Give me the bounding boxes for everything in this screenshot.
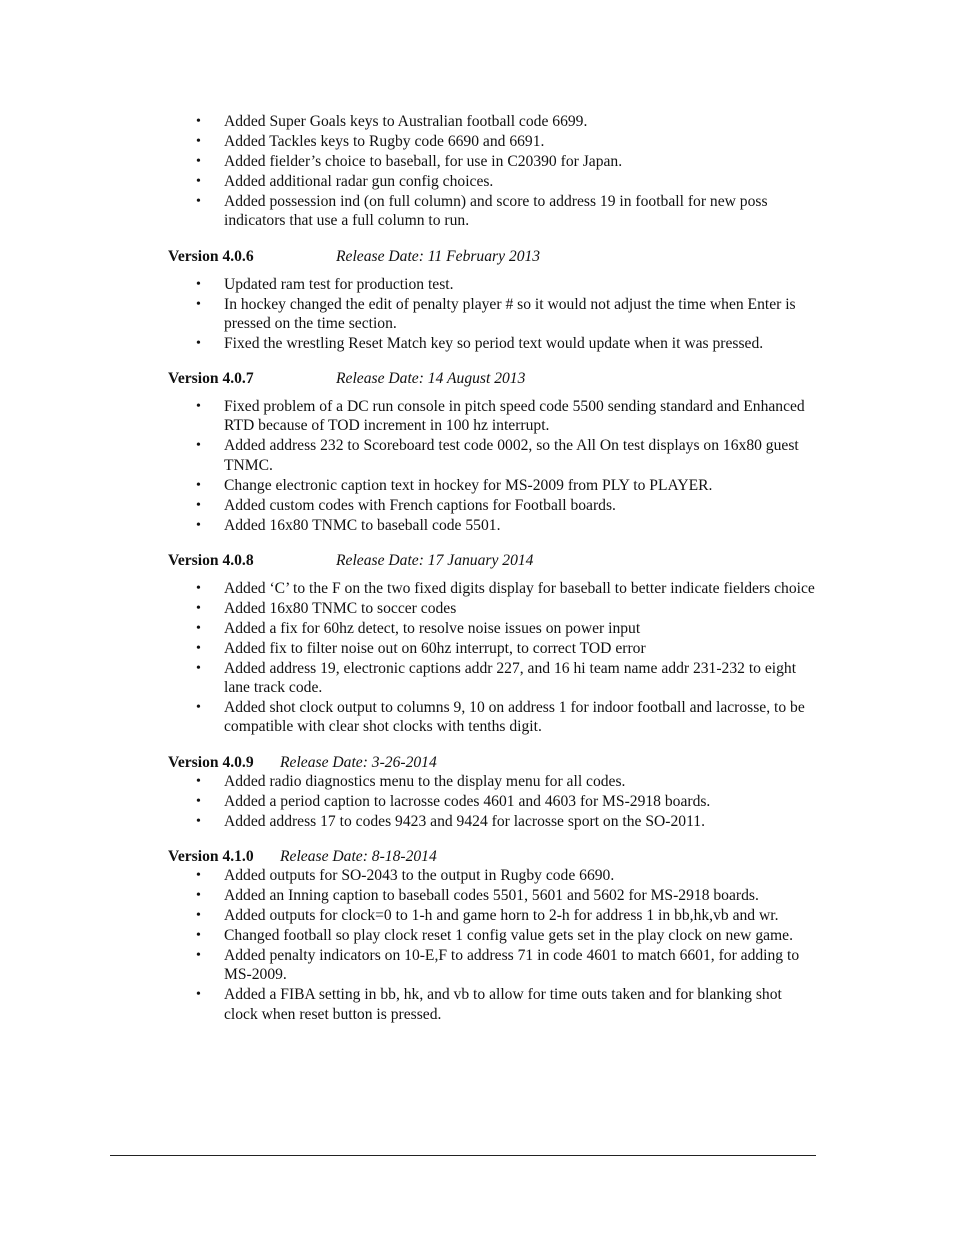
list-item: • Fixed the wrestling Reset Match key so period text would update when it was pressed. bbox=[224, 334, 816, 353]
release-date: Release Date: 14 August 2013 bbox=[336, 370, 526, 388]
version-label: Version 4.0.7 bbox=[168, 370, 254, 388]
list-item: • Added possession ind (on full column) and score to address 19 in football for new poss indicators that use a full column to run. bbox=[224, 192, 816, 231]
release-date: Release Date: 17 January 2014 bbox=[336, 551, 534, 569]
list-item: • Added 16x80 TNMC to soccer codes bbox=[224, 599, 816, 618]
list-item: • Added Tackles keys to Rugby code 6690 and 6691. bbox=[224, 132, 816, 151]
version-heading bbox=[168, 369, 954, 388]
list-item: • Added a FIBA setting in bb, hk, and vb to allow for time outs taken and for blanking shot clock when reset button is pressed. bbox=[224, 985, 816, 1024]
list-item: • Changed football so play clock reset 1 config value gets set in the play clock on new game. bbox=[224, 926, 816, 945]
release-date: Release Date: 11 February 2013 bbox=[336, 247, 541, 265]
release-date: Release Date: 3-26-2014 bbox=[280, 753, 437, 771]
list-item: • Added address 232 to Scoreboard test code 0002, so the All On test displays on 16x80 guest TNMC. bbox=[224, 436, 816, 475]
version-label: Version 4.0.6 bbox=[168, 247, 254, 265]
list-item: • Added an Inning caption to baseball codes 5501, 5601 and 5602 for MS-2918 boards. bbox=[224, 886, 816, 905]
list-item: • Added penalty indicators on 10-E,F to address 71 in code 4601 to match 6601, for adding to MS-2009. bbox=[224, 946, 816, 985]
list-item: • In hockey changed the edit of penalty player # so it would not adjust the time when Enter is pressed on the time section. bbox=[224, 295, 816, 334]
list-item: • Added outputs for SO-2043 to the output in Rugby code 6690. bbox=[224, 866, 816, 885]
list-item: • Added a fix for 60hz detect, to resolve noise issues on power input bbox=[224, 619, 816, 638]
list-item: • Added address 17 to codes 9423 and 9424 for lacrosse sport on the SO-2011. bbox=[224, 812, 816, 831]
change-list bbox=[0, 772, 954, 831]
list-item: • Added address 19, electronic captions addr 227, and 16 hi team name addr 231-232 to eight lane track code. bbox=[224, 659, 816, 698]
list-item: • Added shot clock output to columns 9, 10 on address 1 for indoor football and lacrosse, to be compatible with clear shot clocks with tenths digit. bbox=[224, 698, 816, 737]
list-item: • Added fix to filter noise out on 60hz interrupt, to correct TOD error bbox=[224, 639, 816, 658]
change-list bbox=[0, 866, 954, 1024]
version-heading bbox=[168, 847, 954, 866]
list-item: • Added fielder’s choice to baseball, for use in C20390 for Japan. bbox=[224, 152, 816, 171]
list-item: • Added ‘C’ to the F on the two fixed digits display for baseball to better indicate fielders choice bbox=[224, 579, 816, 598]
list-item: • Added 16x80 TNMC to baseball code 5501. bbox=[224, 516, 816, 535]
list-item: • Added radio diagnostics menu to the display menu for all codes. bbox=[224, 772, 816, 791]
change-list-continued bbox=[0, 112, 954, 231]
document-body bbox=[0, 112, 954, 1025]
footer-divider bbox=[110, 1155, 816, 1156]
list-item: • Added additional radar gun config choices. bbox=[224, 172, 816, 191]
list-item: • Added custom codes with French captions for Football boards. bbox=[224, 496, 816, 515]
list-item: • Fixed problem of a DC run console in pitch speed code 5500 sending standard and Enhanced RTD because of TOD increment in 100 hz interrupt. bbox=[224, 397, 816, 436]
list-item: • Added a period caption to lacrosse codes 4601 and 4603 for MS-2918 boards. bbox=[224, 792, 816, 811]
version-heading bbox=[168, 247, 954, 266]
version-label: Version 4.0.8 bbox=[168, 551, 254, 569]
version-heading bbox=[168, 753, 954, 772]
list-item: • Change electronic caption text in hockey for MS-2009 from PLY to PLAYER. bbox=[224, 476, 816, 495]
version-label: Version 4.0.9 bbox=[168, 753, 254, 771]
change-list bbox=[0, 579, 954, 737]
list-item: • Updated ram test for production test. bbox=[224, 275, 816, 294]
list-item: • Added outputs for clock=0 to 1-h and game horn to 2-h for address 1 in bb,hk,vb and wr. bbox=[224, 906, 816, 925]
change-list bbox=[0, 275, 954, 354]
list-item: • Added Super Goals keys to Australian football code 6699. bbox=[224, 112, 816, 131]
release-date: Release Date: 8-18-2014 bbox=[280, 848, 437, 865]
version-heading bbox=[168, 551, 954, 570]
change-list bbox=[0, 397, 954, 535]
version-label: Version 4.1.0 bbox=[168, 848, 254, 865]
